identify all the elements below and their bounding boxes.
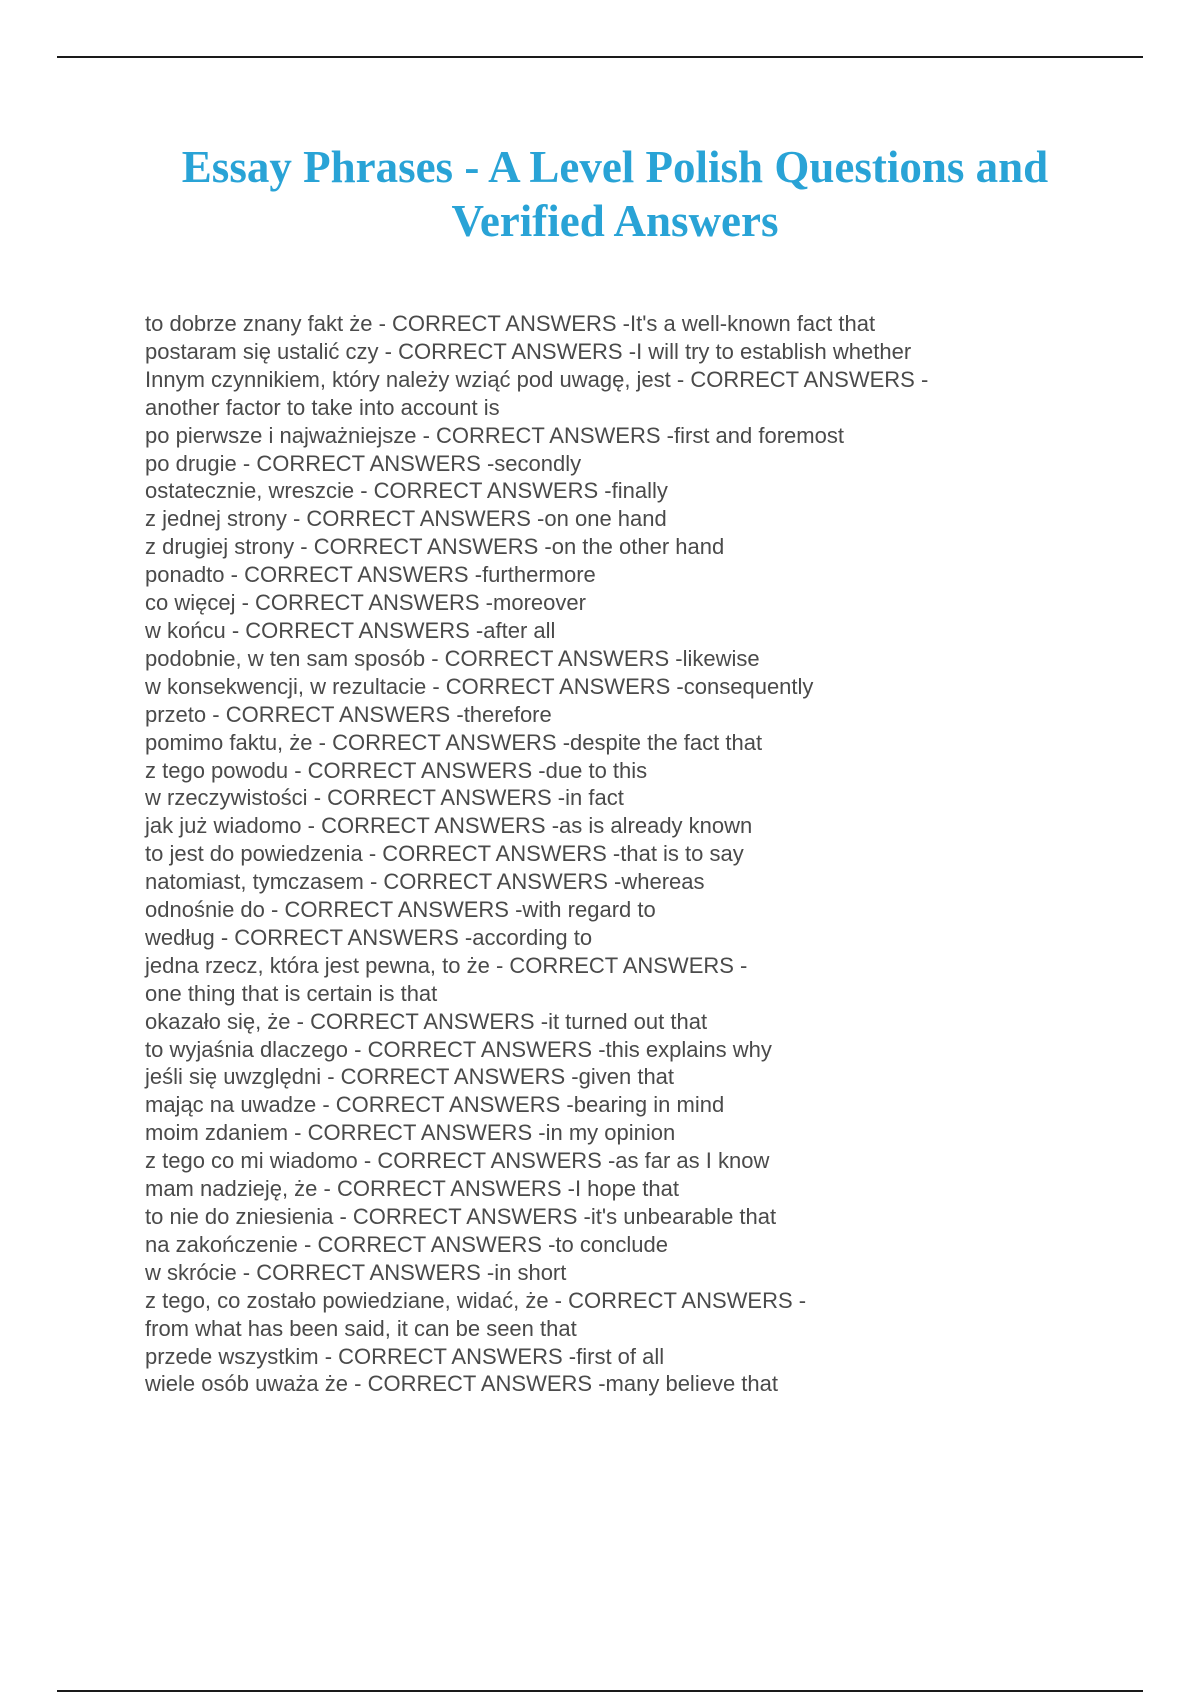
phrase-entry: jedna rzecz, która jest pewna, to że - CORRECT ANSWERS - one thing that is certain is that <box>145 952 748 1006</box>
answer-marker: CORRECT ANSWERS <box>310 1008 535 1034</box>
english-translation: consequently <box>683 673 814 699</box>
polish-phrase: przeto <box>145 701 207 727</box>
polish-phrase: z tego co mi wiadomo <box>145 1148 358 1174</box>
english-translation: as far as I know <box>615 1148 770 1174</box>
answer-marker: CORRECT ANSWERS <box>383 869 608 895</box>
answer-marker: CORRECT ANSWERS <box>332 729 557 755</box>
english-translation: from what has been said, it can be seen that <box>145 1315 577 1341</box>
english-translation: first and foremost <box>674 422 844 448</box>
phrase-entry: na zakończenie - CORRECT ANSWERS -to conclude <box>145 1231 668 1257</box>
answer-marker: CORRECT ANSWERS <box>568 1287 793 1313</box>
english-translation: it turned out that <box>548 1008 708 1034</box>
phrase-entry: z jednej strony - CORRECT ANSWERS -on one hand <box>145 506 667 532</box>
phrase-entry: pomimo faktu, że - CORRECT ANSWERS -despite the fact that <box>145 729 763 755</box>
english-translation: due to this <box>545 757 648 783</box>
polish-phrase: mając na uwadze <box>145 1092 317 1118</box>
phrase-entry: natomiast, tymczasem - CORRECT ANSWERS -whereas <box>145 869 705 895</box>
answer-marker: CORRECT ANSWERS <box>284 897 509 923</box>
english-translation: furthermore <box>482 562 596 588</box>
answer-marker: CORRECT ANSWERS <box>436 422 661 448</box>
phrase-entry: moim zdaniem - CORRECT ANSWERS -in my opinion <box>145 1120 676 1146</box>
phrase-entry: to dobrze znany fakt że - CORRECT ANSWERS -It's a well-known fact that <box>145 311 876 336</box>
polish-phrase: ostatecznie, wreszcie <box>145 478 355 504</box>
english-translation: first of all <box>576 1343 665 1369</box>
polish-phrase: natomiast, tymczasem <box>145 869 364 895</box>
english-translation: likewise <box>682 645 760 671</box>
phrase-entry: z tego powodu - CORRECT ANSWERS -due to this <box>145 757 648 783</box>
polish-phrase: co więcej <box>145 590 236 616</box>
answer-marker: CORRECT ANSWERS <box>317 1231 542 1257</box>
polish-phrase: z tego powodu <box>145 757 289 783</box>
english-translation: this explains why <box>605 1036 772 1062</box>
polish-phrase: po drugie <box>145 450 237 476</box>
english-translation: secondly <box>494 450 582 476</box>
polish-phrase: na zakończenie <box>145 1231 298 1257</box>
english-translation: bearing in mind <box>573 1092 725 1118</box>
answer-marker: CORRECT ANSWERS <box>313 534 539 560</box>
answer-marker: CORRECT ANSWERS <box>367 1371 593 1397</box>
english-translation: despite the fact that <box>570 729 763 755</box>
english-translation: moreover <box>493 590 586 616</box>
english-translation: on one hand <box>544 506 667 532</box>
answer-marker: CORRECT ANSWERS <box>444 645 670 671</box>
answer-marker: CORRECT ANSWERS <box>445 673 671 699</box>
answer-marker: CORRECT ANSWERS <box>245 617 470 643</box>
answer-marker: CORRECT ANSWERS <box>382 841 607 867</box>
polish-phrase: mam nadzieję, że <box>145 1176 318 1202</box>
english-translation: in my opinion <box>545 1120 676 1146</box>
answer-marker: CORRECT ANSWERS <box>338 1343 563 1369</box>
polish-phrase: to jest do powiedzenia <box>145 841 363 867</box>
polish-phrase: okazało się, że <box>145 1008 291 1034</box>
polish-phrase: podobnie, w ten sam sposób <box>145 645 426 671</box>
answer-marker: CORRECT ANSWERS <box>509 952 734 978</box>
answer-marker: CORRECT ANSWERS <box>367 1036 593 1062</box>
answer-marker: CORRECT ANSWERS <box>327 785 552 811</box>
phrase-entry: to wyjaśnia dlaczego - CORRECT ANSWERS -this explains why <box>145 1036 772 1062</box>
phrase-entry: w końcu - CORRECT ANSWERS -after all <box>145 617 556 643</box>
polish-phrase: w konsekwencji, w rezultacie <box>145 673 427 699</box>
phrase-entry: w konsekwencji, w rezultacie - CORRECT ANSWERS -consequently <box>145 673 814 699</box>
phrase-entry: wiele osób uważa że - CORRECT ANSWERS -many believe that <box>145 1371 778 1397</box>
polish-phrase: jedna rzecz, która jest pewna, to że <box>145 952 490 978</box>
answer-marker: CORRECT ANSWERS <box>307 1120 533 1146</box>
english-translation: according to <box>472 924 593 950</box>
answer-marker: CORRECT ANSWERS <box>335 1092 561 1118</box>
polish-phrase: postaram się ustalić czy <box>145 338 379 364</box>
english-translation: given that <box>578 1064 675 1090</box>
english-translation: therefore <box>463 701 552 727</box>
phrase-entry: jak już wiadomo - CORRECT ANSWERS -as is already known <box>145 813 753 839</box>
phrase-entry: jeśli się uwzględni - CORRECT ANSWERS -given that <box>145 1064 675 1090</box>
phrase-entry: w rzeczywistości - CORRECT ANSWERS -in fact <box>145 785 624 811</box>
english-translation: as is already known <box>559 813 753 839</box>
polish-phrase: w końcu <box>145 617 226 643</box>
english-translation: finally <box>611 478 668 504</box>
answer-marker: CORRECT ANSWERS <box>352 1204 578 1229</box>
english-translation: on the other hand <box>551 534 725 560</box>
english-translation: I will try to establish whether <box>636 338 912 364</box>
polish-phrase: Innym czynnikiem, który należy wziąć pod uwagę, jest <box>145 366 671 392</box>
polish-phrase: po pierwsze i najważniejsze <box>145 422 417 448</box>
phrase-entry: według - CORRECT ANSWERS -according to <box>145 924 593 950</box>
english-translation: whereas <box>621 869 705 895</box>
polish-phrase: z jednej strony <box>145 506 287 532</box>
answer-marker: CORRECT ANSWERS <box>244 562 469 588</box>
phrase-entry: Innym czynnikiem, który należy wziąć pod uwagę, jest - CORRECT ANSWERS - another factor to take into account is <box>145 366 929 420</box>
document-title: Essay Phrases - A Level Polish Questions and Verified Answers <box>181 142 1049 246</box>
answer-marker: CORRECT ANSWERS <box>234 924 459 950</box>
phrase-entry: postaram się ustalić czy - CORRECT ANSWERS -I will try to establish whether <box>145 338 912 364</box>
english-translation: I hope that <box>574 1176 679 1202</box>
phrase-entry: przeto - CORRECT ANSWERS -therefore <box>145 701 552 727</box>
phrase-list <box>145 310 1105 1398</box>
answer-marker: CORRECT ANSWERS <box>256 1259 481 1285</box>
english-translation: another factor to take into account is <box>145 394 500 420</box>
polish-phrase: jeśli się uwzględni <box>145 1064 322 1090</box>
polish-phrase: przede wszystkim <box>145 1343 319 1369</box>
phrase-entry: to jest do powiedzenia - CORRECT ANSWERS -that is to say <box>145 841 744 867</box>
answer-marker: CORRECT ANSWERS <box>377 1148 602 1174</box>
phrase-entry: co więcej - CORRECT ANSWERS -moreover <box>145 590 586 616</box>
polish-phrase: moim zdaniem <box>145 1120 289 1146</box>
answer-marker: CORRECT ANSWERS <box>307 757 533 783</box>
english-translation: after all <box>483 617 556 643</box>
polish-phrase: to dobrze znany fakt że <box>145 311 373 336</box>
polish-phrase: pomimo faktu, że <box>145 729 313 755</box>
english-translation: that is to say <box>620 841 744 867</box>
polish-phrase: to wyjaśnia dlaczego <box>145 1036 349 1062</box>
polish-phrase: ponadto <box>145 562 225 588</box>
english-translation: one thing that is certain is that <box>145 980 438 1006</box>
phrase-entry: mam nadzieję, że - CORRECT ANSWERS -I hope that <box>145 1176 679 1202</box>
phrase-entry: ponadto - CORRECT ANSWERS -furthermore <box>145 562 596 588</box>
answer-marker: CORRECT ANSWERS <box>321 813 546 839</box>
english-translation: in fact <box>565 785 624 811</box>
polish-phrase: z drugiej strony <box>145 534 295 560</box>
phrase-entry: z tego co mi wiadomo - CORRECT ANSWERS -as far as I know <box>145 1148 770 1174</box>
phrase-entry: przede wszystkim - CORRECT ANSWERS -first of all <box>145 1343 665 1369</box>
polish-phrase: odnośnie do <box>145 897 265 923</box>
english-translation: many believe that <box>605 1371 778 1397</box>
phrase-entry: z tego, co zostało powiedziane, widać, że - CORRECT ANSWERS - from what has been said, it can be seen that <box>145 1287 807 1341</box>
english-translation: with regard to <box>522 897 656 923</box>
answer-marker: CORRECT ANSWERS <box>225 701 451 727</box>
phrase-entry: mając na uwadze - CORRECT ANSWERS -bearing in mind <box>145 1092 725 1118</box>
english-translation: it's unbearable that <box>590 1204 777 1229</box>
answer-marker: CORRECT ANSWERS <box>392 311 617 336</box>
answer-marker: CORRECT ANSWERS <box>340 1064 566 1090</box>
phrase-entry: podobnie, w ten sam sposób - CORRECT ANSWERS -likewise <box>145 645 760 671</box>
english-translation: It's a well-known fact that <box>630 311 876 336</box>
polish-phrase: według <box>145 924 215 950</box>
answer-marker: CORRECT ANSWERS <box>255 590 480 616</box>
answer-marker: CORRECT ANSWERS <box>690 366 915 392</box>
phrase-entry: okazało się, że - CORRECT ANSWERS -it turned out that <box>145 1008 708 1034</box>
polish-phrase: z tego, co zostało powiedziane, widać, że <box>145 1287 549 1313</box>
answer-marker: CORRECT ANSWERS <box>306 506 531 532</box>
phrase-entry: po drugie - CORRECT ANSWERS -secondly <box>145 450 582 476</box>
polish-phrase: w skrócie <box>145 1259 237 1285</box>
phrase-entry: odnośnie do - CORRECT ANSWERS -with regard to <box>145 897 656 923</box>
top-rule <box>57 56 1143 58</box>
bottom-rule <box>57 1690 1143 1692</box>
phrase-entry: po pierwsze i najważniejsze - CORRECT ANSWERS -first and foremost <box>145 422 844 448</box>
english-translation: to conclude <box>555 1231 668 1257</box>
polish-phrase: w rzeczywistości <box>145 785 308 811</box>
polish-phrase: to nie do zniesienia <box>145 1204 334 1229</box>
phrase-entry: ostatecznie, wreszcie - CORRECT ANSWERS -finally <box>145 478 668 504</box>
polish-phrase: jak już wiadomo <box>145 813 302 839</box>
phrase-entry: w skrócie - CORRECT ANSWERS -in short <box>145 1259 567 1285</box>
phrase-entry: z drugiej strony - CORRECT ANSWERS -on the other hand <box>145 534 725 560</box>
phrase-entry: to nie do zniesienia - CORRECT ANSWERS -it's unbearable that <box>145 1204 777 1229</box>
answer-marker: CORRECT ANSWERS <box>373 478 599 504</box>
english-translation: in short <box>494 1259 567 1285</box>
answer-marker: CORRECT ANSWERS <box>336 1176 562 1202</box>
title-block <box>130 140 1100 248</box>
answer-marker: CORRECT ANSWERS <box>256 450 481 476</box>
answer-marker: CORRECT ANSWERS <box>398 338 623 364</box>
polish-phrase: wiele osób uważa że <box>145 1371 349 1397</box>
